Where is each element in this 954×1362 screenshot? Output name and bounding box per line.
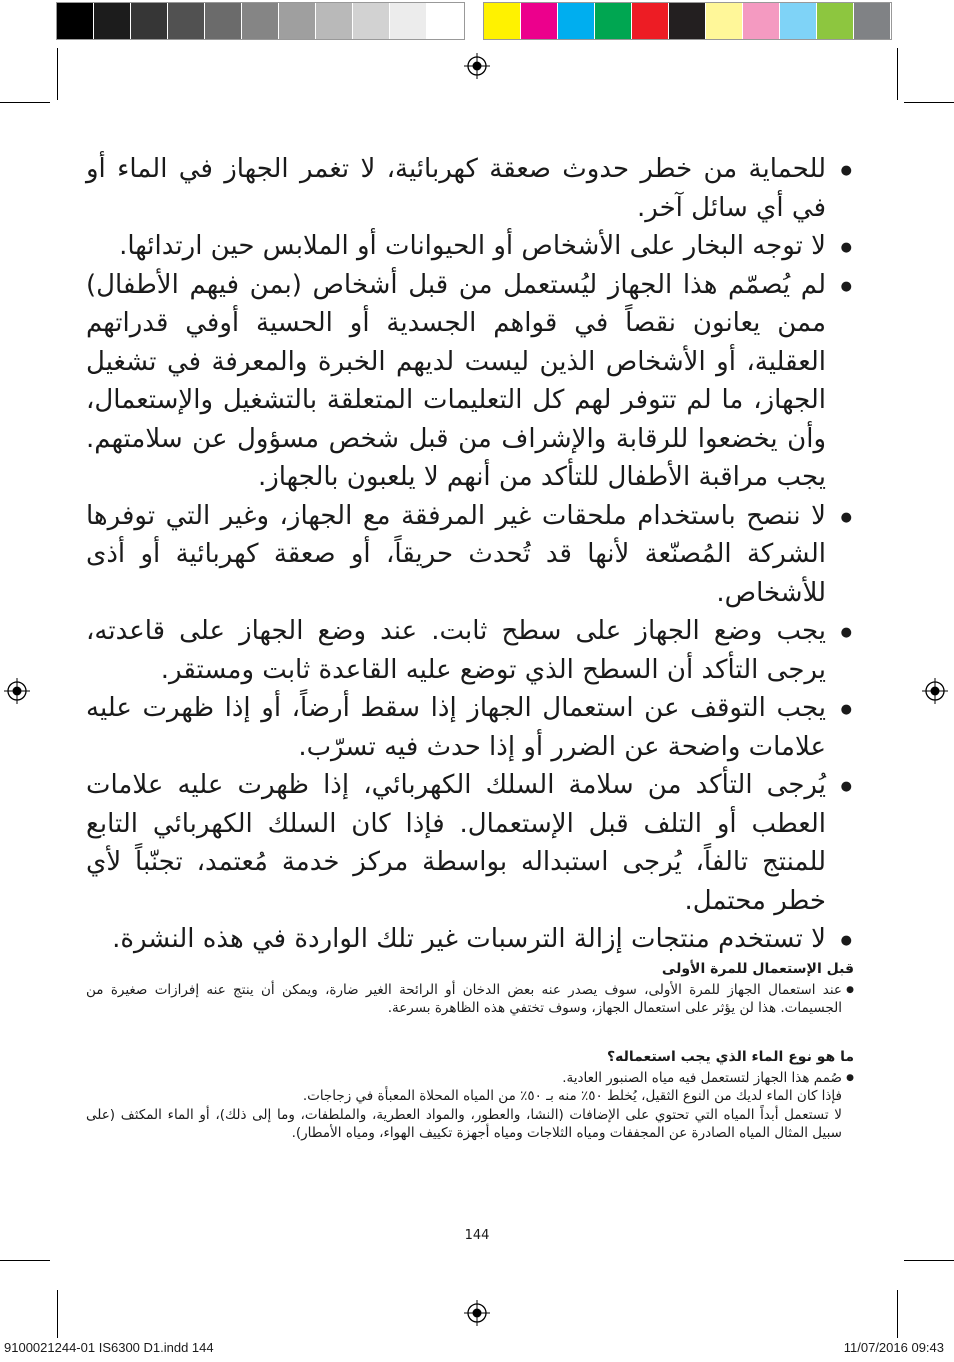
color-swatch bbox=[595, 3, 632, 39]
color-swatch bbox=[316, 3, 353, 39]
color-swatch bbox=[94, 3, 131, 39]
list-item: ● لا تستخدم منتجات إزالة الترسبات غير تلك الواردة في هذه النشرة. bbox=[86, 920, 854, 959]
color-swatch bbox=[743, 3, 780, 39]
registration-mark-icon bbox=[922, 678, 948, 704]
crop-mark bbox=[904, 1260, 954, 1261]
color-swatch bbox=[242, 3, 279, 39]
section-bullet: ● صُمم هذا الجهاز لتستعمل فيه مياه الصنبور العادية. bbox=[86, 1069, 854, 1088]
color-swatch bbox=[427, 3, 464, 39]
color-swatch bbox=[353, 3, 390, 39]
page-number: 144 bbox=[464, 1228, 490, 1243]
section-text: فإذا كان الماء لديك من النوع الثقيل، يُخلط ٥٠٪ منه بـ ٥٠٪ من المياه المحلاة المعبأة في زجاجات. bbox=[302, 1088, 842, 1104]
registration-mark-icon bbox=[4, 678, 30, 704]
color-swatch bbox=[279, 3, 316, 39]
color-swatch bbox=[168, 3, 205, 39]
registration-mark-icon bbox=[464, 53, 490, 79]
list-item: ● لم يُصمّم هذا الجهاز ليُستعمل من قبل أشخاص (بمن فيهم الأطفال) ممن يعانون نقصاً في قواهم الجسدية أو الحسية أوفي قدراتهم العقلية، أو الأشخاص الذين ليست لديهم الخبرة والمعرفة في تشغيل الجهاز، ما لم تتوفر لهم كل التعليمات المتعلقة بالتشغيل والإستعمال، وأن يخضعوا للرقابة والإشراف من قبل شخص مسؤول عن سلامتهم. يجب مراقبة الأطفال للتأكد من أنهم لا يلعبون بالجهاز. bbox=[86, 266, 854, 497]
list-item: ● لا ننصح باستخدام ملحقات غير المرفقة مع الجهاز، وغير التي توفرها الشركة المُصنّعة لأنها قد تُحدث حريقاً، أو صعقة كهربائية أو أذى للأشخاص. bbox=[86, 497, 854, 613]
section-text: لا تستعمل أبداً المياه التي تحتوي على الإضافات (النشا، والعطور، والمواد العطرية، والملطفات، وما إلى ذلك)، أو الماء المكثف (على سبيل المثال المياه الصادرة عن المجففات ومياه الثلاجات ومياه أجهزة تكييف الهواء، ومياه الأمطار). bbox=[86, 1106, 842, 1141]
color-swatch bbox=[57, 3, 94, 39]
color-swatch bbox=[521, 3, 558, 39]
safety-instructions bbox=[86, 150, 854, 959]
gray-calibration-bar bbox=[56, 2, 465, 40]
color-swatch bbox=[558, 3, 595, 39]
crop-mark bbox=[897, 1290, 898, 1338]
safety-bullet-list bbox=[86, 150, 854, 959]
crop-mark bbox=[57, 48, 58, 100]
list-item: ● يجب وضع الجهاز على سطح ثابت. عند وضع الجهاز على قاعدته، يرجى التأكد أن السطح الذي توضع عليه القاعدة ثابت ومستقر. bbox=[86, 612, 854, 689]
crop-mark bbox=[0, 102, 50, 103]
color-swatch bbox=[706, 3, 743, 39]
list-item: ● للحماية من خطر حدوث صعقة كهربائية، لا تغمر الجهاز في الماء أو في أي سائل آخر. bbox=[86, 150, 854, 227]
crop-mark bbox=[0, 1260, 50, 1261]
slug-date-time: 11/07/2016 09:43 bbox=[843, 1340, 944, 1355]
registration-mark-icon bbox=[464, 1300, 490, 1326]
section-bullet: ● عند استعمال الجهاز للمرة الأولى، سوف يصدر عنه بعض الدخان أو الرائحة الغير ضارة، ويمكن أن ينتج عنه إفرازات صغيرة من الجسيمات. هذا لن يؤثر على استعمال الجهاز، وسوف تختفي هذه الظاهرة بسرعة. bbox=[86, 981, 854, 1018]
color-swatch bbox=[854, 3, 891, 39]
color-swatch bbox=[205, 3, 242, 39]
water-type-section bbox=[86, 1048, 854, 1143]
color-swatch bbox=[131, 3, 168, 39]
first-use-section bbox=[86, 960, 854, 1018]
color-swatch bbox=[780, 3, 817, 39]
color-swatch bbox=[669, 3, 706, 39]
color-swatch bbox=[484, 3, 521, 39]
crop-mark bbox=[57, 1290, 58, 1338]
color-calibration-bar bbox=[483, 2, 892, 40]
list-item: ● لا توجه البخار على الأشخاص أو الحيوانات أو الملابس حين ارتدائها. bbox=[86, 227, 854, 266]
section-heading: قبل الإستعمال للمرة الأولى bbox=[661, 961, 854, 977]
slug-file-name: 9100021244-01 IS6300 D1.indd 144 bbox=[4, 1340, 214, 1355]
list-item: ● يُرجى التأكد من سلامة السلك الكهربائي، إذا ظهرت عليه علامات العطب أو التلف قبل الإستعمال. فإذا كان السلك الكهربائي التابع للمنتج تالفاً، يُرجى استبداله بواسطة مركز خدمة مُعتمد، تجنّباً لأي خطر محتمل. bbox=[86, 766, 854, 920]
color-swatch bbox=[632, 3, 669, 39]
section-heading: ما هو نوع الماء الذي يجب استعماله؟ bbox=[607, 1049, 854, 1065]
crop-mark bbox=[904, 102, 954, 103]
color-swatch bbox=[390, 3, 427, 39]
crop-mark bbox=[897, 48, 898, 100]
list-item: ● يجب التوقف عن استعمال الجهاز إذا سقط أرضاً، أو إذا ظهرت عليه علامات واضحة عن الضرر أو إذا حدث فيه تسرّب. bbox=[86, 689, 854, 766]
color-swatch bbox=[817, 3, 854, 39]
